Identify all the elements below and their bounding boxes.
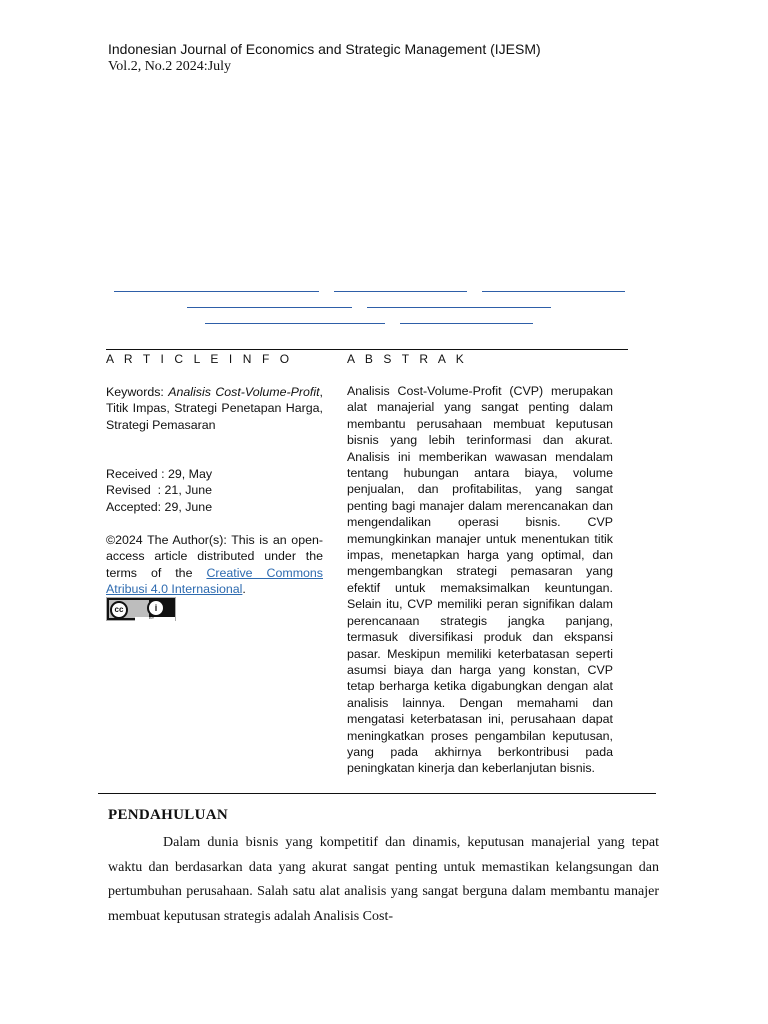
cc-by-badge[interactable]: [106, 597, 176, 621]
abstract-heading: A B S T R A K: [347, 352, 468, 366]
license-statement: [106, 532, 323, 597]
author-link[interactable]: [187, 307, 352, 308]
keywords: [106, 384, 323, 433]
journal-header: [108, 41, 541, 75]
author-link[interactable]: [114, 291, 319, 292]
author-link[interactable]: [205, 323, 385, 324]
introduction-paragraph: Dalam dunia bisnis yang kompetitif dan dinamis, keputusan manajerial yang tepat waktu dan berdasarkan data yang akurat sangat penting untuk memastikan kelangsungan dan pertumbuhan perusahaan. Salah satu alat analisis yang sangat berguna dalam membantu manajer membuat keputusan strategis adalah Analisis Cost-: [108, 835, 659, 924]
person-icon: i: [147, 599, 165, 617]
keywords-italic: Analisis Cost-Volume-Profit: [168, 385, 320, 399]
accepted-date: Accepted: 29, June: [106, 499, 213, 514]
revised-date: Revised : 21, June: [106, 483, 213, 498]
license-text: ©2024 The Author(s): This is an open-access article distributed under the terms of the: [106, 533, 323, 580]
section-title-introduction: PENDAHULUAN: [108, 807, 228, 823]
license-link[interactable]: Creative Commons Atribusi 4.0 Internasional: [106, 565, 323, 596]
cc-badge-left: [109, 600, 149, 618]
author-link[interactable]: [482, 291, 625, 292]
journal-volume: Vol.2, No.2 2024:July: [108, 59, 232, 74]
by-label: BY: [135, 617, 175, 621]
abstract-text: Analisis Cost-Volume-Profit (CVP) merupakan alat manajerial yang sangat penting dalam membantu perusahaan membuat keputusan bisnis yang lebih terinformasi dan akurat. Analisis ini memberikan wawasan mendalam tentang hubungan antara biaya, volume penjualan, dan profitabilitas, yang sangat penting bagi manajer dalam merencanakan dan mengendalikan operasi bisnis. CVP memungkinkan manajer untuk menentukan titik impas, menetapkan harga yang optimal, dan mengembangkan strategi pemasaran yang efektif untuk memaksimalkan keuntungan. Selain itu, CVP memiliki peran signifikan dalam perencanaan strategis jangka panjang, termasuk diversifikasi produk dan ekspansi pasar. Meskipun memiliki keterbatasan seperti asumsi biaya dan harga yang konstan, CVP tetap berharga ketika digabungkan dengan alat analisis lainnya. Dengan memahami dan mengatasi keterbatasan ini, perusahaan dapat meningkatkan proses pengambilan keputusan, yang pada akhirnya berkontribusi pada peningkatan kinerja dan keberlanjutan bisnis.: [347, 384, 613, 776]
author-link[interactable]: [400, 323, 533, 324]
license-end: .: [242, 581, 246, 596]
bottom-divider: [98, 793, 656, 794]
cc-icon: cc: [110, 601, 128, 619]
received-date: Received : 29, May: [106, 467, 213, 481]
author-link[interactable]: [367, 307, 551, 308]
author-link[interactable]: [334, 291, 467, 292]
article-dates: [106, 466, 323, 515]
keywords-label: Keywords:: [106, 385, 164, 399]
journal-title: Indonesian Journal of Economics and Strategic Management (IJESM): [108, 41, 541, 57]
top-divider: [106, 349, 628, 350]
article-info-heading: A R T I C L E I N F O: [106, 352, 293, 366]
keywords-rest: , Titik Impas, Strategi Penetapan Harga, Strategi Pemasaran: [106, 385, 323, 432]
